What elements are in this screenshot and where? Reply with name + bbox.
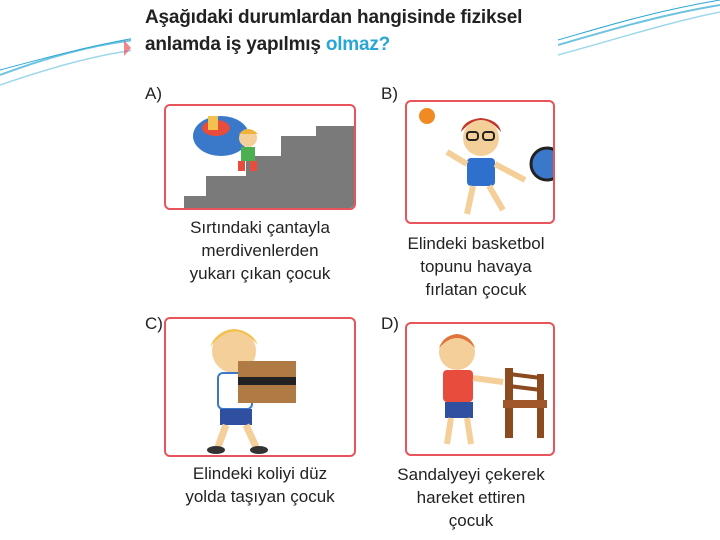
option-a-card[interactable] [164, 104, 356, 210]
option-b-letter[interactable]: B) [381, 84, 398, 103]
question-title [145, 4, 555, 58]
question-text: Aşağıdaki durumlardan hangisinde fiziksel anlamda iş yapılmış [145, 7, 523, 55]
option-a-caption: Sırtındaki çantayla merdivenlerden yukarı çıkan çocuk [189, 218, 331, 283]
child-throwing-ball-illustration [407, 102, 555, 224]
question-highlight: olmaz? [325, 34, 391, 55]
option-c-card[interactable] [164, 317, 356, 457]
child-carrying-box-illustration [166, 319, 356, 457]
option-a-letter[interactable]: A) [145, 84, 162, 103]
child-climbing-stairs-illustration [166, 106, 356, 210]
child-pulling-chair-illustration [407, 324, 555, 456]
question-sheet [131, 0, 558, 540]
option-d-card[interactable] [405, 322, 555, 456]
option-c-letter[interactable]: C) [145, 314, 163, 333]
option-c-caption: Elindeki koliyi düz yolda taşıyan çocuk [185, 464, 335, 506]
option-b-card[interactable] [405, 100, 555, 224]
option-d-letter[interactable]: D) [381, 314, 399, 333]
option-b-caption: Elindeki basketbol topunu havaya fırlatan çocuk [407, 234, 545, 299]
option-d-caption: Sandalyeyi çekerek hareket ettiren çocuk [397, 465, 545, 530]
